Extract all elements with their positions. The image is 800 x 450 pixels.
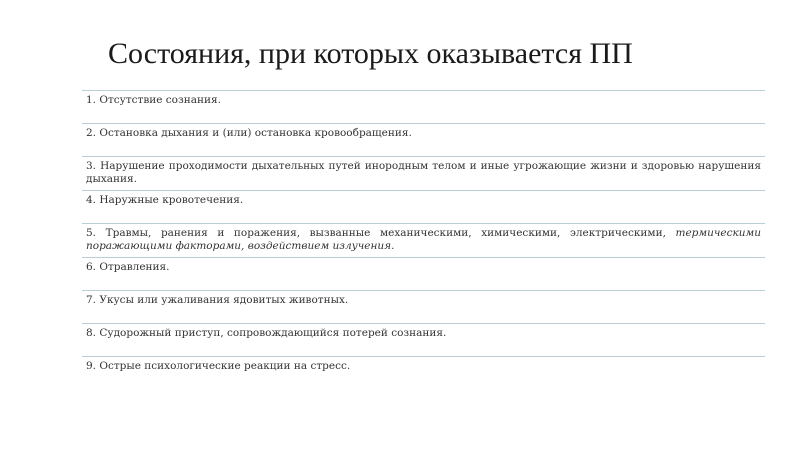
table-row [82, 224, 765, 258]
condition-text-italic: термическими поражающими факторами, воздействием излучения. [86, 227, 761, 252]
condition-text: 5. Травмы, ранения и поражения, вызванные механическими, химическими, электрическими, [86, 227, 676, 239]
condition-text: 2. Остановка дыхания и (или) остановка кровообращения. [86, 127, 412, 139]
condition-text: 3. Нарушение проходимости дыхательных путей инородным телом и иные угрожающие жизни и здоровью нарушения дыхания. [86, 160, 761, 185]
conditions-table [82, 90, 765, 390]
table-row [82, 357, 765, 390]
condition-text: 7. Укусы или ужаливания ядовитых животных. [86, 294, 349, 306]
table-row [82, 258, 765, 291]
table-row [82, 191, 765, 224]
condition-text: 1. Отсутствие сознания. [86, 94, 221, 106]
table-row [82, 157, 765, 191]
condition-text: 6. Отравления. [86, 261, 170, 273]
table-row [82, 291, 765, 324]
condition-text: 8. Судорожный приступ, сопровождающийся потерей сознания. [86, 327, 447, 339]
table-row [82, 324, 765, 357]
page-title: Состояния, при которых оказывается ПП [108, 37, 633, 70]
condition-text: 9. Острые психологические реакции на стресс. [86, 360, 351, 372]
table-row [82, 124, 765, 157]
table-row [82, 91, 765, 124]
condition-text: 4. Наружные кровотечения. [86, 194, 244, 206]
